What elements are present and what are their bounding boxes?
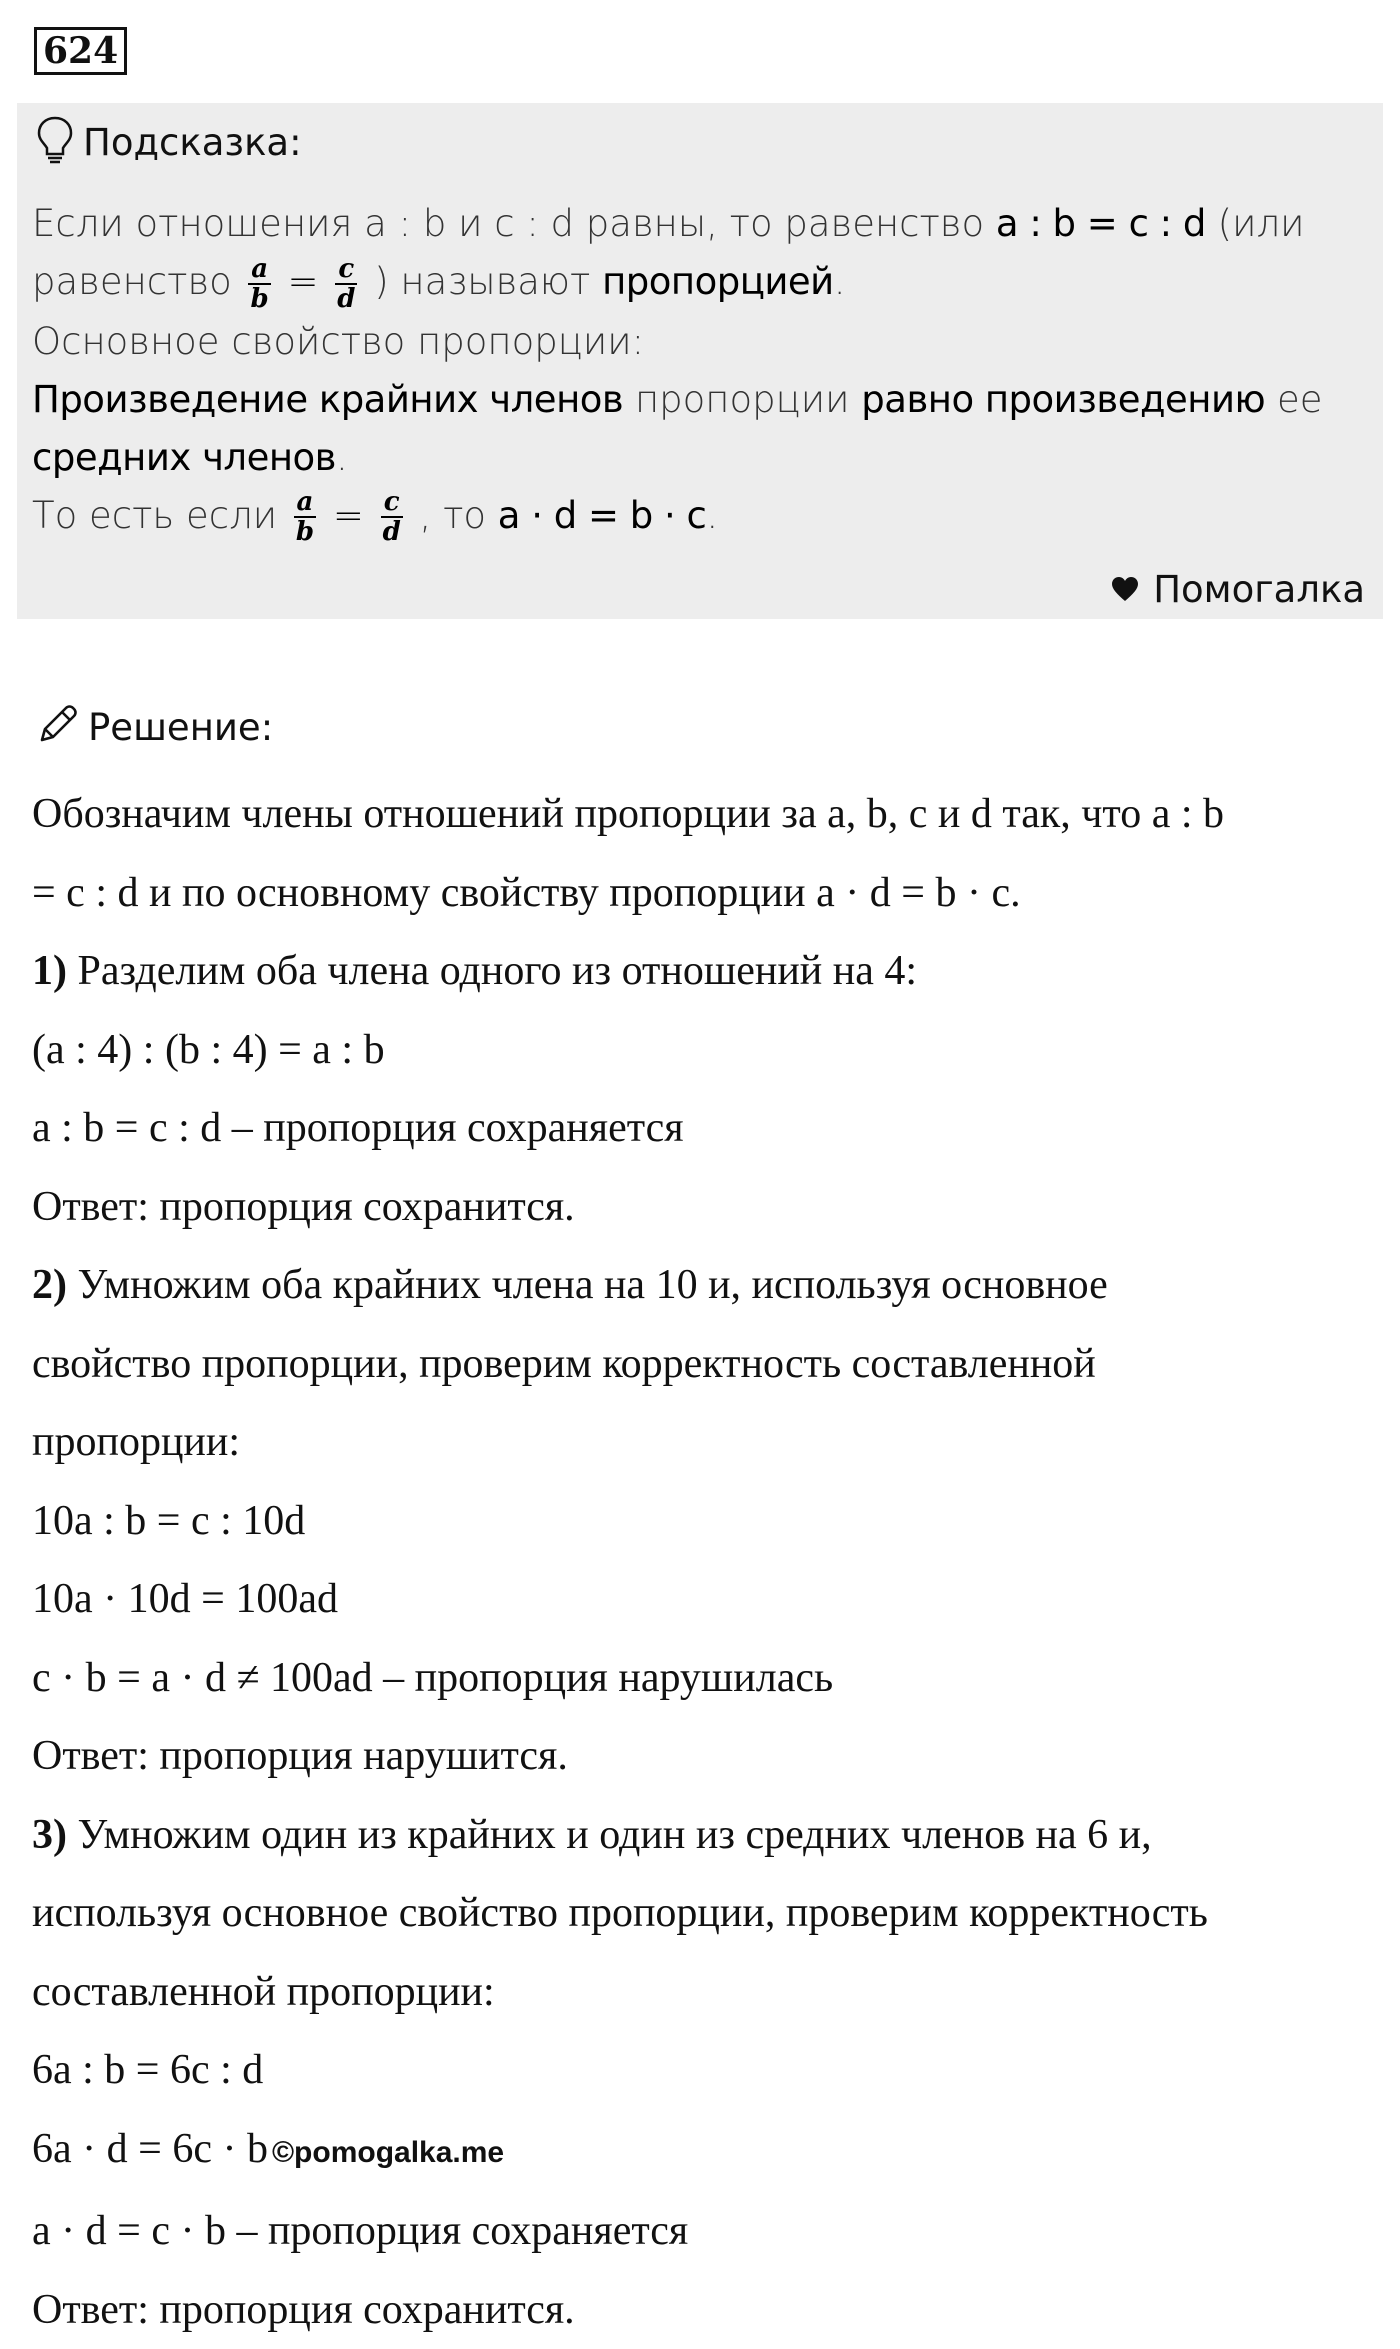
step-2-heading [32,1246,1377,1325]
brand-link[interactable] [1111,568,1365,611]
step-number: 2) [32,1262,67,1308]
hint-line-1 [32,195,1372,253]
solution-text [32,775,1377,2349]
hint-line-6 [32,487,1372,547]
step-1-heading [32,932,1377,1011]
fraction-denominator: d [334,285,358,313]
heart-icon [1111,568,1153,611]
problem-number: 624 [34,27,127,75]
answer-line: Ответ: пропорция сохранится. [32,2271,1377,2349]
solution-line: a : b = c : d – пропорция сохраняется [32,1089,1377,1168]
fraction-a-b [248,255,272,313]
solution-line-text: 6a · d = 6c · b [32,2126,268,2172]
hint-line-5 [32,429,1372,487]
fraction-numerator: a [294,488,317,518]
solution-line: используя основное свойство пропорции, проверим корректность [32,1874,1377,1953]
lightbulb-icon [35,115,75,169]
fraction-numerator: a [248,255,271,285]
brand-name: Помогалка [1153,568,1365,611]
hint-header [35,115,302,169]
solution-line: a · d = c · b – пропорция сохраняется [32,2192,1377,2271]
solution-line: составленной пропорции: [32,1953,1377,2032]
hint-bold-term: a · d = b · c [498,494,707,537]
step-3-heading [32,1796,1377,1875]
solution-line: c · b = a · d ≠ 100ad – пропорция нарушилась [32,1639,1377,1718]
solution-line: (a : 4) : (b : 4) = a : b [32,1011,1377,1090]
fraction-denominator: b [248,285,272,313]
pencil-icon [34,702,80,752]
fraction-c-d [334,255,358,313]
watermark: ©pomogalka.me [272,2136,504,2169]
hint-bold-term: средних членов [32,436,336,479]
step-text: Умножим один из крайних и один из средних членов на 6 и, [67,1812,1152,1858]
solution-line: пропорции: [32,1403,1377,1482]
hint-text-span: (или [1206,202,1305,245]
fraction-a-b [293,488,317,546]
hint-text-span: ) называют [362,260,602,303]
hint-line-4 [32,371,1372,429]
hint-text-span: . [834,260,846,303]
hint-text-span: То есть если [32,494,289,537]
hint-bold-proportion: a : b = c : d [996,202,1206,245]
hint-text-span: . [706,494,718,537]
hint-text-span: пропорции [623,378,861,421]
hint-title: Подсказка: [83,121,302,164]
fraction-numerator: c [335,255,357,285]
step-number: 1) [32,948,67,994]
hint-text-span: равенство [32,260,244,303]
fraction-denominator: b [293,518,317,546]
equals-sign: = [321,494,376,537]
hint-text [32,195,1372,546]
hint-text-span: . [336,436,348,479]
solution-title: Решение: [88,706,273,749]
answer-line: Ответ: пропорция нарушится. [32,1717,1377,1796]
fraction-c-d [380,488,404,546]
solution-line: Обозначим члены отношений пропорции за a, b, c и d так, что a : b [32,775,1377,854]
solution-line: = c : d и по основному свойству пропорции a · d = b · c. [32,854,1377,933]
step-text: Умножим оба крайних члена на 10 и, используя основное [67,1262,1108,1308]
hint-text-span: ее [1265,378,1322,421]
answer-line: Ответ: пропорция сохранится. [32,1168,1377,1247]
solution-line [32,2110,1377,2193]
hint-text-span: Если отношения a : b и c : d равны, то равенство [32,202,996,245]
solution-line: свойство пропорции, проверим корректность составленной [32,1325,1377,1404]
hint-line-2 [32,253,1372,313]
equals-sign: = [276,260,331,303]
fraction-denominator: d [380,518,404,546]
hint-line-3: Основное свойство пропорции: [32,313,1372,371]
solution-line: 10a : b = c : 10d [32,1482,1377,1561]
fraction-numerator: c [381,488,403,518]
solution-line: 10a · 10d = 100ad [32,1560,1377,1639]
hint-box [17,103,1383,619]
hint-text-span: , то [408,494,498,537]
hint-bold-term: Произведение крайних членов [32,378,623,421]
step-number: 3) [32,1812,67,1858]
step-text: Разделим оба члена одного из отношений на 4: [67,948,917,994]
solution-header [34,702,273,752]
hint-bold-term: пропорцией [602,260,834,303]
hint-bold-term: равно произведению [861,378,1265,421]
solution-line: 6a : b = 6c : d [32,2031,1377,2110]
